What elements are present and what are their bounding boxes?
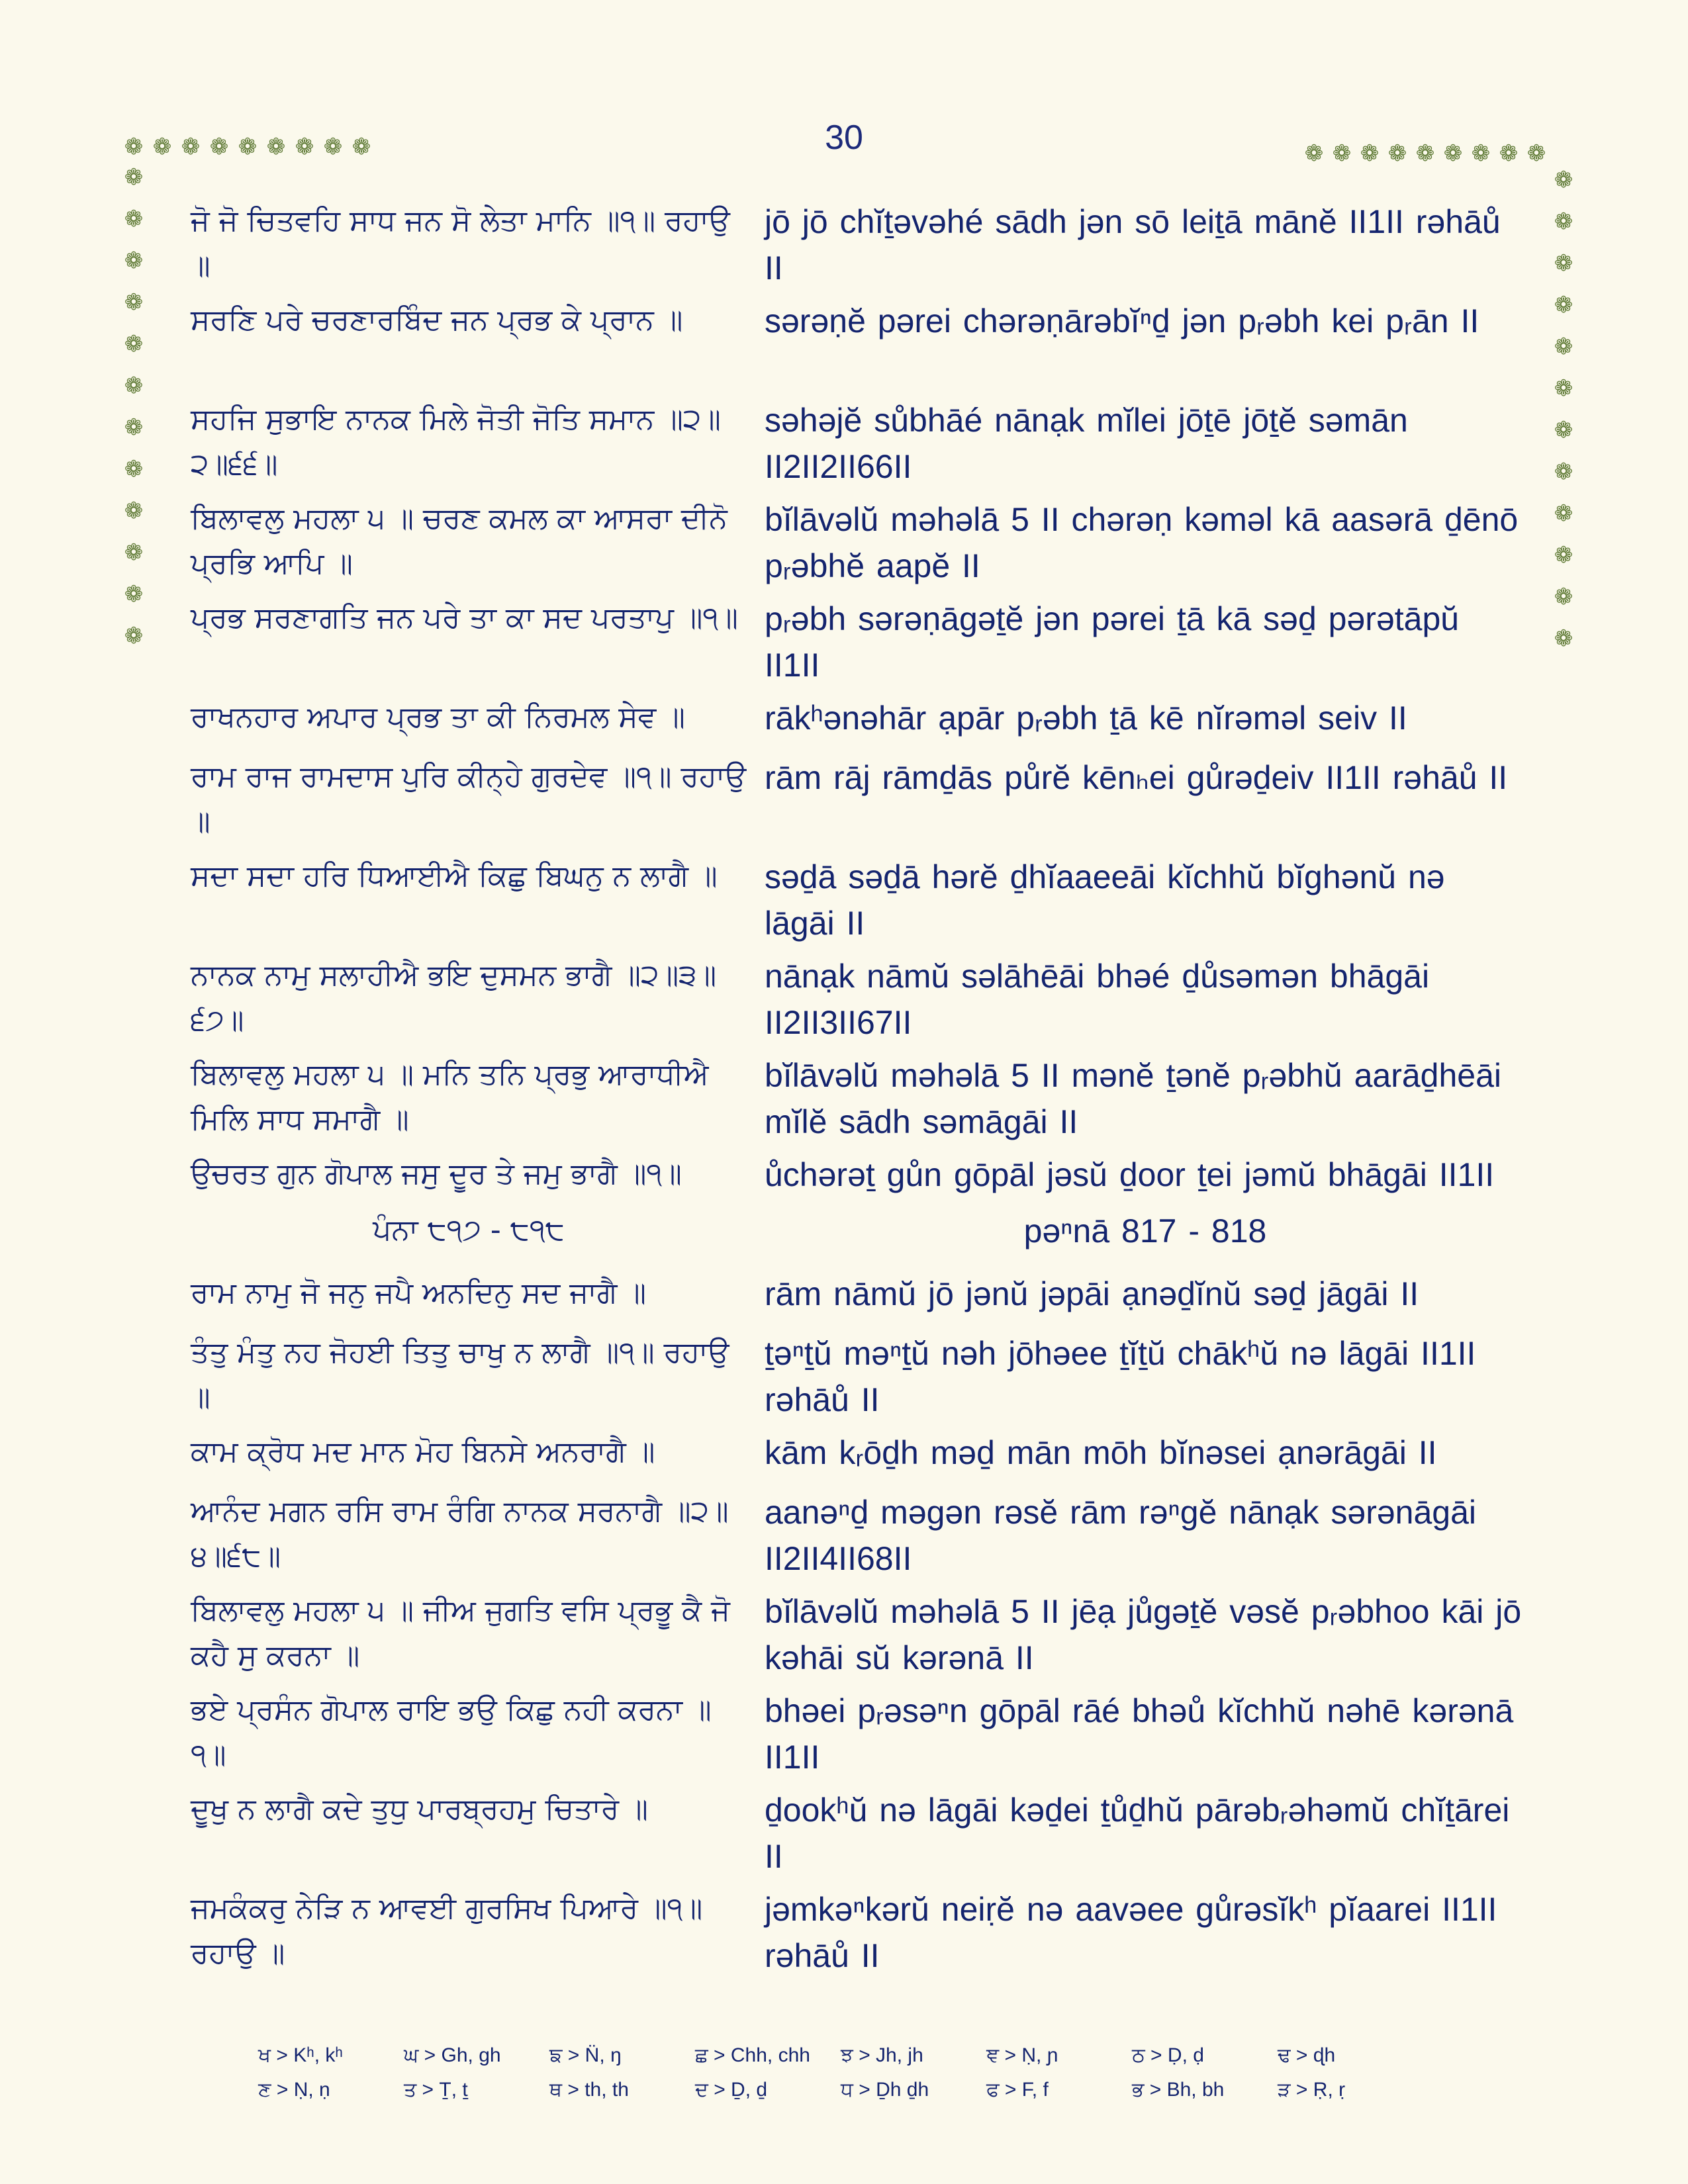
flower-icon: ❁ bbox=[1443, 140, 1463, 167]
gurmukhi-line: ਉਚਰਤ ਗੁਨ ਗੋਪਾਲ ਜਸੁ ਦੂਰ ਤੇ ਜਮੁ ਭਾਗੈ ॥੧॥ bbox=[191, 1157, 682, 1191]
legend-row bbox=[258, 2073, 1450, 2107]
roman-line: bĭlāvəlŭ məhəlā 5 II mənĕ ṯənĕ pᵣəbhŭ aarāḏhēāi mĭlĕ sādh səmāgāi II bbox=[765, 1057, 1501, 1140]
flower-icon: ❁ bbox=[266, 134, 286, 160]
flower-icon: ❁ bbox=[124, 456, 144, 482]
legend-item: ਝ > Jh, jh bbox=[841, 2044, 923, 2066]
flower-icon: ❁ bbox=[1554, 500, 1573, 527]
legend-item: ਖ > Kʰ, kʰ bbox=[258, 2044, 343, 2066]
flower-icon: ❁ bbox=[124, 414, 144, 441]
gurmukhi-line: ਦੂਖੁ ਨ ਲਾਗੈ ਕਦੇ ਤੁਧੁ ਪਾਰਬ੍ਰਹਮੁ ਚਿਤਾਰੇ ॥ bbox=[191, 1792, 648, 1826]
transliteration-legend bbox=[258, 2038, 1450, 2107]
gurmukhi-line: ਭਏ ਪ੍ਰਸੰਨ ਗੋਪਾਲ ਰਾਇ ਭਉ ਕਿਛੁ ਨਹੀ ਕਰਨਾ ॥੧॥ bbox=[191, 1693, 712, 1772]
page-number: 30 bbox=[825, 118, 863, 157]
legend-item: ਘ > Gh, gh bbox=[404, 2044, 501, 2066]
gurmukhi-line: ਕਾਮ ਕ੍ਰੋਧ ਮਦ ਮਾਨ ਮੋਹ ਬਿਨਸੇ ਅਨਰਾਗੈ ॥ bbox=[191, 1435, 655, 1469]
flower-icon: ❁ bbox=[238, 134, 258, 160]
flower-icon: ❁ bbox=[295, 134, 314, 160]
gurmukhi-line: ਰਾਖਨਹਾਰ ਅਪਾਰ ਪ੍ਰਭ ਤਾ ਕੀ ਨਿਰਮਲ ਸੇਵ ॥ bbox=[191, 700, 685, 734]
flower-icon: ❁ bbox=[181, 134, 201, 160]
legend-item: ਣ > Ṇ, ṇ bbox=[258, 2079, 330, 2101]
legend-item: ਧ > Ḏh ḏh bbox=[841, 2079, 929, 2101]
flower-icon: ❁ bbox=[1554, 250, 1573, 277]
gurmukhi-line: ਰਾਮ ਰਾਜ ਰਾਮਦਾਸ ਪੁਰਿ ਕੀਨ੍ਹੇ ਗੁਰਦੇਵ ॥੧॥ ਰਹਾਉ ॥ bbox=[191, 760, 747, 839]
flower-icon: ❁ bbox=[152, 134, 172, 160]
roman-line: ṯəⁿṯŭ məⁿṯŭ nəh jōhəee ṯĭṯŭ chākʰŭ nə lāgāi II1II rəhāů II bbox=[765, 1335, 1476, 1418]
flower-icon: ❁ bbox=[124, 164, 144, 191]
flower-icon: ❁ bbox=[1360, 140, 1380, 167]
flower-icon: ❁ bbox=[124, 373, 144, 399]
roman-line: pᵣəbh sərəṇāgəṯĕ jən pərei ṯā kā səḏ pərətāpŭ II1II bbox=[765, 600, 1460, 684]
legend-item: ਭ > Bh, bh bbox=[1132, 2079, 1225, 2101]
flower-icon: ❁ bbox=[1554, 417, 1573, 443]
roman-line: rām nāmŭ jō jənŭ jəpāi ạnəḏĭnŭ səḏ jāgāi II bbox=[765, 1275, 1419, 1312]
legend-item: ੜ > Ṛ, ṛ bbox=[1278, 2079, 1346, 2101]
roman-line: bhəei pᵣəsəⁿn gōpāl rāé bhəů kĭchhŭ nəhē kərənā II1II bbox=[765, 1692, 1514, 1776]
flower-icon: ❁ bbox=[1554, 292, 1573, 318]
roman-line: jəmkəⁿkərŭ neiṛĕ nə aavəee gůrəsĭkʰ pĭaarei II1II rəhāů II bbox=[765, 1891, 1497, 1974]
flower-icon: ❁ bbox=[352, 134, 371, 160]
legend-item: ਤ > Ṯ, ṯ bbox=[404, 2079, 468, 2101]
gurmukhi-line: ਤੰਤੁ ਮੰਤੁ ਨਹ ਜੋਹਈ ਤਿਤੁ ਚਾਖੁ ਨ ਲਾਗੈ ॥੧॥ ਰਹਾਉ ॥ bbox=[191, 1336, 729, 1414]
gurmukhi-line: ਬਿਲਾਵਲੁ ਮਹਲਾ ੫ ॥ ਜੀਅ ਜੁਗਤਿ ਵਸਿ ਪ੍ਰਭੂ ਕੈ ਜੋ ਕਹੈ ਸੁ ਕਰਨਾ ॥ bbox=[191, 1594, 730, 1672]
flower-icon: ❁ bbox=[1554, 459, 1573, 485]
roman-line: rām rāj rāmḏās půrĕ kēnₕei gůrəḏeiv II1II rəhāů II bbox=[765, 759, 1508, 796]
gurmukhi-line: ਨਾਨਕ ਨਾਮੁ ਸਲਾਹੀਐ ਭਇ ਦੁਸਮਨ ਭਾਗੈ ॥੨॥੩॥੬੭॥ bbox=[191, 958, 717, 1037]
roman-line: bĭlāvəlŭ məhəlā 5 II jēạ jůgəṯĕ vəsĕ pᵣəbhoo kāi jō kəhāi sŭ kərənā II bbox=[765, 1593, 1522, 1676]
gurmukhi-line: ਜੋ ਜੋ ਚਿਤਵਹਿ ਸਾਧ ਜਨ ਸੋ ਲੇਤਾ ਮਾਨਿ ॥੧॥ ਰਹਾਉ ॥ bbox=[191, 204, 730, 283]
flower-icon: ❁ bbox=[1526, 140, 1546, 167]
flower-icon: ❁ bbox=[1471, 140, 1491, 167]
flower-icon: ❁ bbox=[1499, 140, 1519, 167]
flower-icon: ❁ bbox=[124, 539, 144, 566]
flower-icon: ❁ bbox=[1387, 140, 1407, 167]
ang-heading-gurmukhi: ਪੰਨਾ ੮੧੭ - ੮੧੮ bbox=[373, 1213, 565, 1247]
flower-icon: ❁ bbox=[124, 581, 144, 608]
roman-line: səhəjĕ sůbhāé nānạk mĭlei jōṯē jōṯĕ səmān II2II2II66II bbox=[765, 402, 1408, 485]
flower-icon: ❁ bbox=[124, 134, 144, 160]
roman-line: rākʰənəhār ạpār pᵣəbh ṯā kē nĭrəməl seiv II bbox=[765, 700, 1407, 737]
flower-icon: ❁ bbox=[209, 134, 229, 160]
flower-icon: ❁ bbox=[323, 134, 343, 160]
gurmukhi-line: ਸਹਜਿ ਸੁਭਾਇ ਨਾਨਕ ਮਿਲੇ ਜੋਤੀ ਜੋਤਿ ਸਮਾਨ ॥੨॥੨॥੬੬॥ bbox=[191, 402, 721, 481]
legend-row bbox=[258, 2038, 1450, 2073]
flower-icon: ❁ bbox=[1554, 334, 1573, 360]
roman-line: aanəⁿḏ məgən rəsĕ rām rəⁿgĕ nānạk sərənāgāi II2II4II68II bbox=[765, 1494, 1477, 1577]
roman-line: ůchərəṯ gůn gōpāl jəsŭ ḏoor ṯei jəmŭ bhāgāi II1II bbox=[765, 1156, 1495, 1193]
flower-icon: ❁ bbox=[1554, 542, 1573, 569]
gurmukhi-line: ਸਰਣਿ ਪਰੇ ਚਰਣਾਰਬਿੰਦ ਜਨ ਪ੍ਰਭ ਕੇ ਪ੍ਰਾਨ ॥ bbox=[191, 303, 683, 337]
legend-item: ਙ > N̈, ŋ bbox=[549, 2044, 622, 2066]
roman-line: kām kᵣōḏh məḏ mān mōh bĭnəsei ạnərāgāi II bbox=[765, 1434, 1437, 1471]
flower-icon: ❁ bbox=[124, 289, 144, 316]
flower-icon: ❁ bbox=[1415, 140, 1435, 167]
flower-icon: ❁ bbox=[1332, 140, 1352, 167]
flower-icon: ❁ bbox=[124, 623, 144, 649]
gurmukhi-line: ਆਨੰਦ ਮਗਨ ਰਸਿ ਰਾਮ ਰੰਗਿ ਨਾਨਕ ਸਰਨਾਗੈ ॥੨॥੪॥੬੮॥ bbox=[191, 1494, 729, 1573]
gurmukhi-line: ਬਿਲਾਵਲੁ ਮਹਲਾ ੫ ॥ ਮਨਿ ਤਨਿ ਪ੍ਰਭੁ ਆਰਾਧੀਐ ਮਿਲਿ ਸਾਧ ਸਮਾਗੈ ॥ bbox=[191, 1058, 709, 1136]
flower-icon: ❁ bbox=[124, 498, 144, 524]
roman-line: jō jō chĭṯəvəhé sādh jən sō leiṯā mānĕ II1II rəhāů II bbox=[765, 203, 1501, 287]
legend-item: ਦ > Ḏ, ḏ bbox=[695, 2079, 768, 2101]
flower-icon: ❁ bbox=[124, 248, 144, 274]
ang-heading-roman: pəⁿnā 817 - 818 bbox=[1023, 1212, 1267, 1250]
flower-icon: ❁ bbox=[1304, 140, 1324, 167]
flower-icon: ❁ bbox=[1554, 625, 1573, 652]
gurmukhi-line: ਜਮਕੰਕਰੁ ਨੇੜਿ ਨ ਆਵਈ ਗੁਰਸਿਖ ਪਿਆਰੇ ॥੧॥ ਰਹਾਉ ॥ bbox=[191, 1891, 703, 1970]
legend-item: ਢ > ɖh bbox=[1278, 2044, 1336, 2066]
flower-icon: ❁ bbox=[1554, 208, 1573, 235]
flower-icon: ❁ bbox=[124, 206, 144, 232]
legend-item: ਛ > Chh, chh bbox=[695, 2044, 810, 2066]
flower-icon: ❁ bbox=[124, 331, 144, 357]
flower-icon: ❁ bbox=[1554, 584, 1573, 610]
gurmukhi-line: ਪ੍ਰਭ ਸਰਣਾਗਤਿ ਜਨ ਪਰੇ ਤਾ ਕਾ ਸਦ ਪਰਤਾਪੁ ॥੧॥ bbox=[191, 601, 738, 635]
legend-item: ਞ > Ṇ, ɲ bbox=[986, 2044, 1058, 2066]
legend-item: ਥ > th, th bbox=[549, 2079, 629, 2101]
roman-line: bĭlāvəlŭ məhəlā 5 II chərəṇ kəməl kā aasərā ḏēnō pᵣəbhĕ aapĕ II bbox=[765, 501, 1519, 584]
roman-line: səḏā səḏā hərĕ ḏhĭaaeeāi kĭchhŭ bĭghənŭ nə lāgāi II bbox=[765, 858, 1445, 942]
flower-icon: ❁ bbox=[1554, 375, 1573, 402]
roman-line: nānạk nāmŭ səlāhēāi bhəé ḏůsəmən bhāgāi II2II3II67II bbox=[765, 958, 1430, 1041]
gurmukhi-line: ਰਾਮ ਨਾਮੁ ਜੋ ਜਨੁ ਜਪੈ ਅਨਦਿਨੁ ਸਦ ਜਾਗੈ ॥ bbox=[191, 1276, 646, 1310]
gurmukhi-line: ਸਦਾ ਸਦਾ ਹਰਿ ਧਿਆਈਐ ਕਿਛੁ ਬਿਘਨੁ ਨ ਲਾਗੈ ॥ bbox=[191, 859, 718, 893]
gurmukhi-line: ਬਿਲਾਵਲੁ ਮਹਲਾ ੫ ॥ ਚਰਣ ਕਮਲ ਕਾ ਆਸਰਾ ਦੀਨੋ ਪ੍ਰਭਿ ਆਪਿ ॥ bbox=[191, 502, 727, 580]
legend-item: ਠ > Ḍ, ḍ bbox=[1132, 2044, 1204, 2066]
legend-item: ਫ > F, f bbox=[986, 2079, 1049, 2101]
flower-icon: ❁ bbox=[1554, 167, 1573, 193]
roman-line: ḏookʰŭ nə lāgāi kəḏei ṯůḏhŭ pārəbᵣəhəmŭ chĭṯārei II bbox=[765, 1792, 1510, 1875]
roman-line: sərəṇĕ pərei chərəṇārəbĭⁿḏ jən pᵣəbh kei pᵣān II bbox=[765, 302, 1479, 340]
